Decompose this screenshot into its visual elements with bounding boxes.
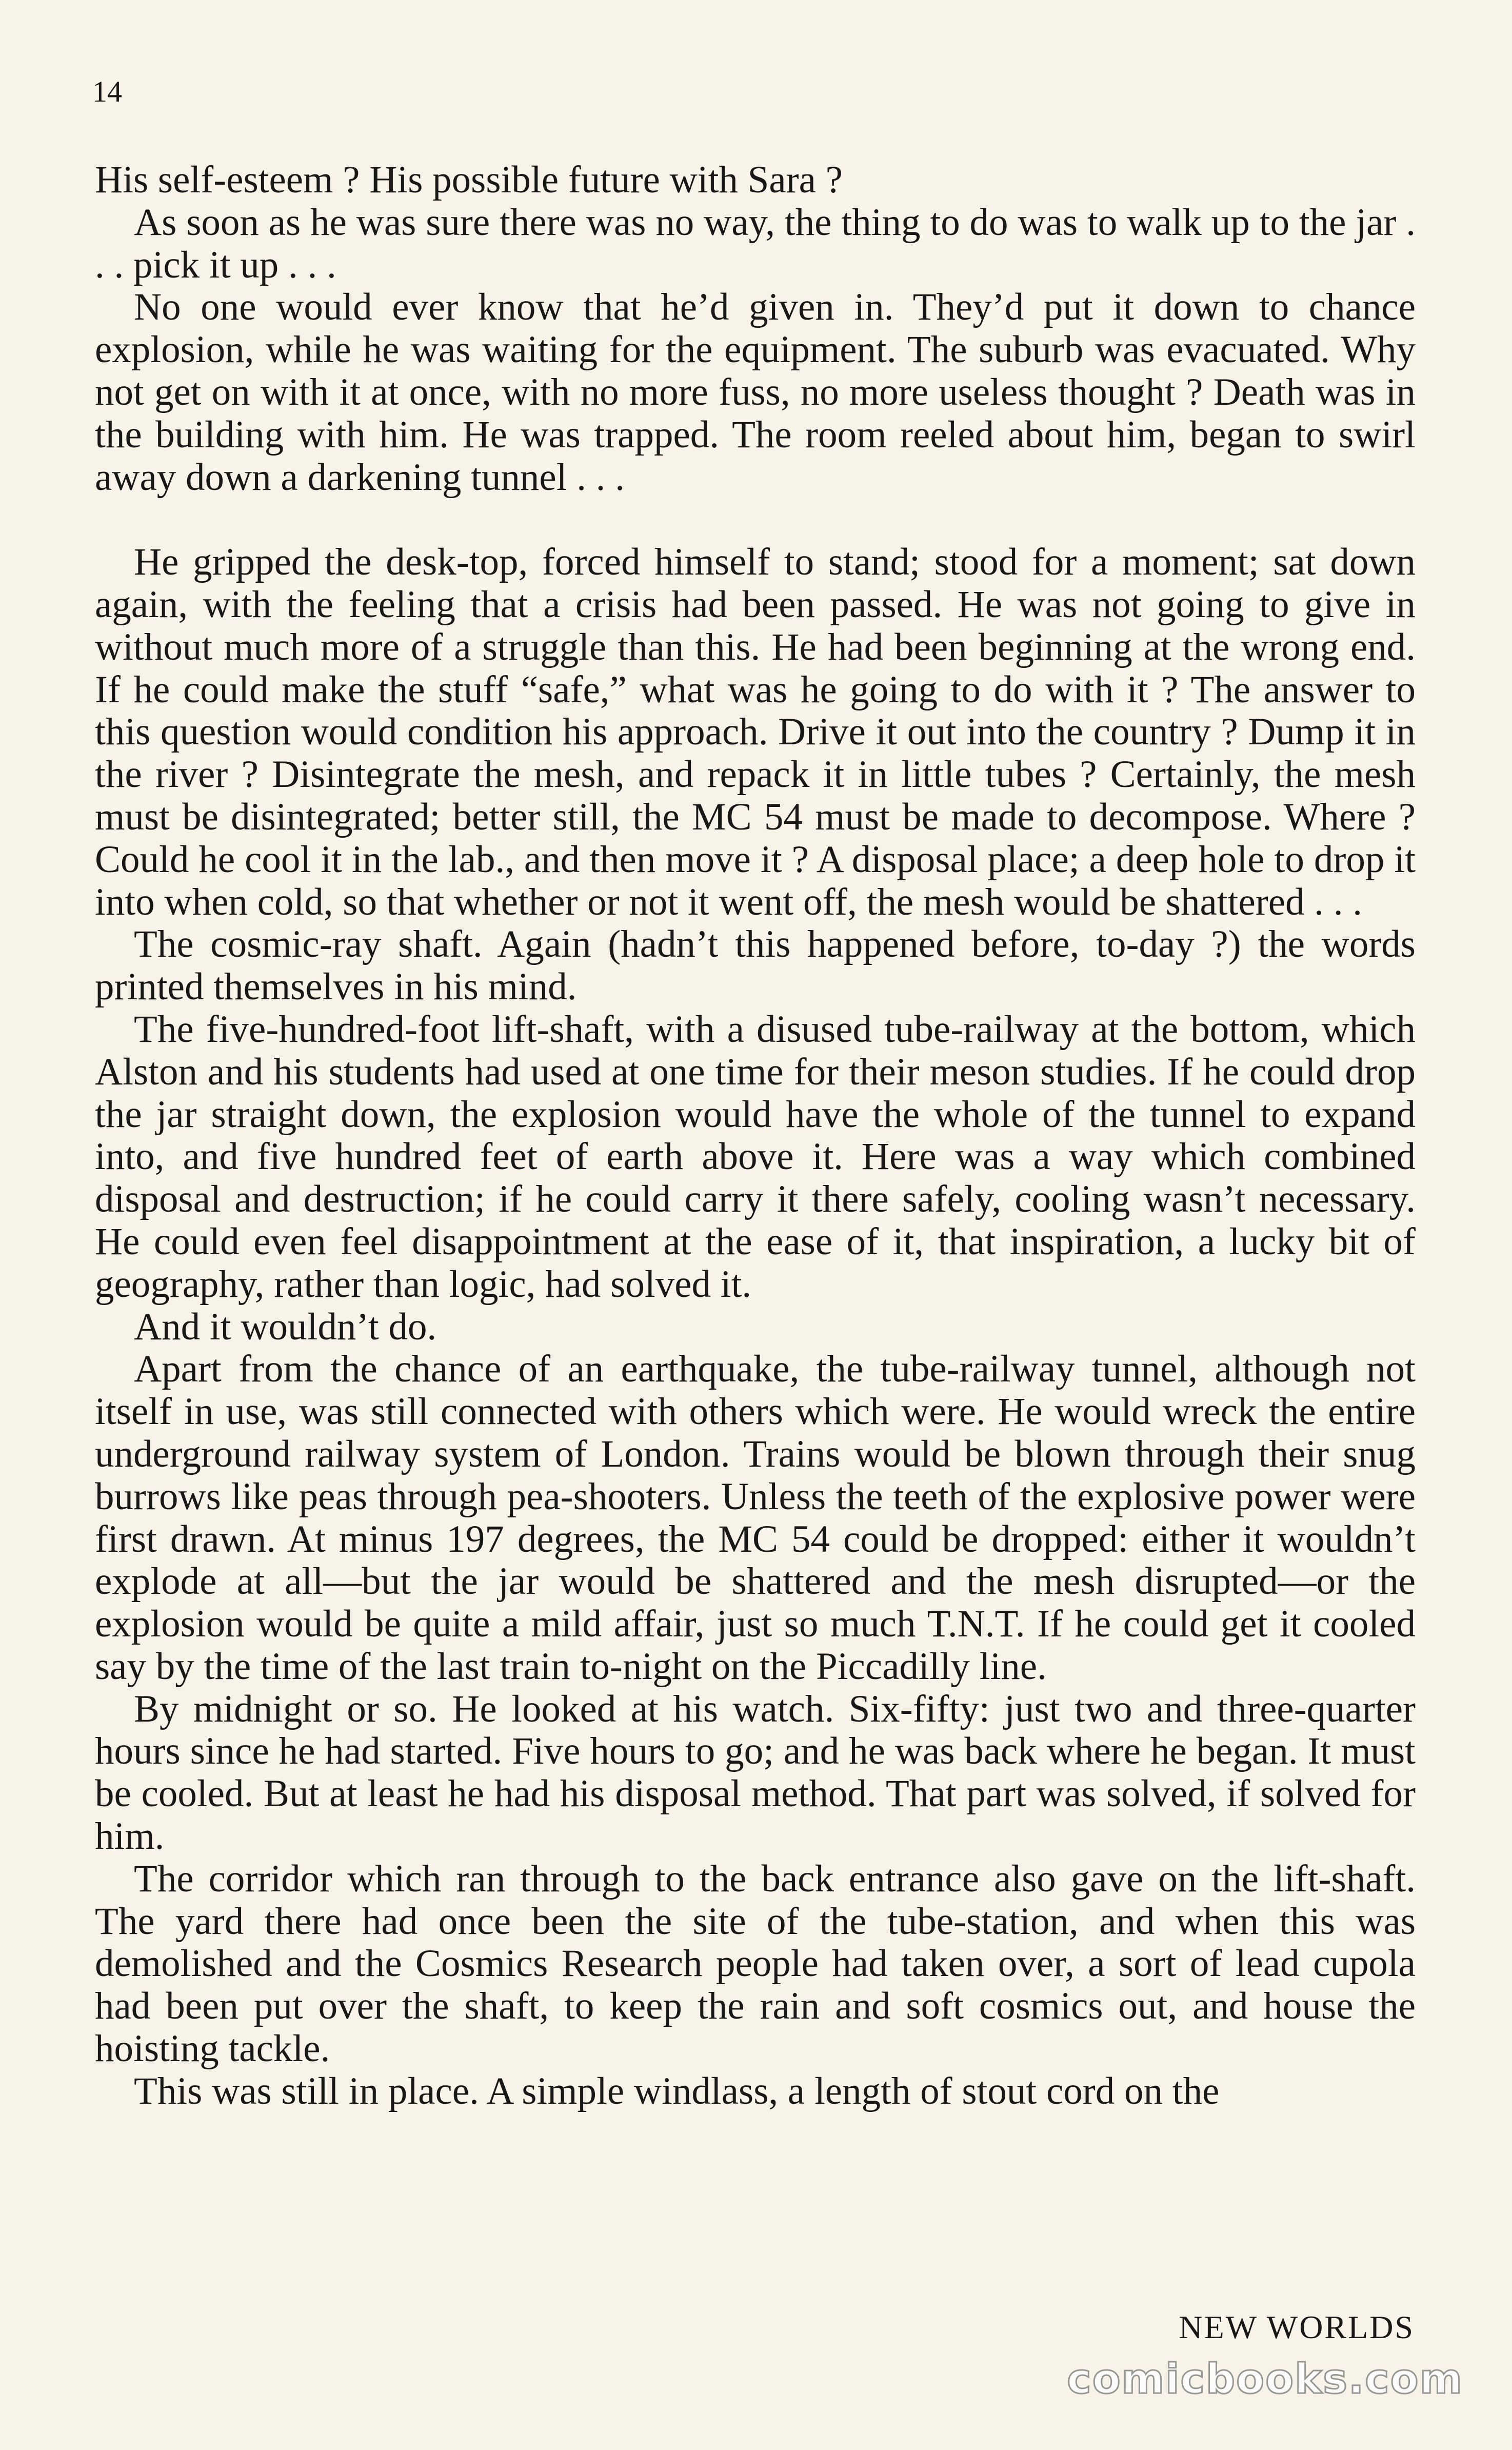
paragraph: This was still in place. A simple windlass, a length of stout cord on the: [134, 2069, 1220, 2112]
paragraph: The corridor which ran through to the back entrance also gave on the lift-shaft. The yard there had once been the site of the tube-station, and when this was demolished and the Cosmics Research people had taken over, a sort of lead cupola had been put over the shaft, to keep the rain and soft cosmics out, and house the hoisting tackle.: [95, 1857, 1416, 2070]
paragraph: Apart from the chance of an earthquake, the tube-railway tunnel, although not itself in use, was still connected with others which were. He would wreck the entire underground railway system of London. Trains would be blown through their snug burrows like peas through pea-shooters. Unless the teeth of the explosive power were first drawn. At minus 197 degrees, the MC 54 could be dropped: either it wouldn’t explode at all—but the jar would be shattered and the mesh disrupted—or the explosion would be quite a mild affair, just so much T.N.T. If he could get it cooled say by the time of the last train to-night on the Piccadilly line.: [95, 1348, 1416, 1688]
watermark: comicbooks.com: [1067, 2355, 1463, 2403]
footer-magazine-title: NEW WORLDS: [1179, 2309, 1415, 2345]
paragraph: He gripped the desk-top, forced himself to stand; stood for a moment; sat down again, with the feeling that a crisis had been passed. He was not going to give in without much more of a struggle than this. He had been beginning at the wrong end. If he could make the stuff “safe,” what was he going to do with it ? The answer to this question would condition his approach. Drive it out into the country ? Dump it in the river ? Disintegrate the mesh, and repack it in little tubes ? Certainly, the mesh must be disintegrated; better still, the MC 54 must be made to decompose. Where ? Could he cool it in the lab., and then move it ? A disposal place; a deep hole to drop it into when cold, so that whether or not it went off, the mesh would be shattered . . .: [95, 541, 1416, 923]
paragraph: No one would ever know that he’d given in. They’d put it down to chance explosion, while he was waiting for the equipment. The suburb was evacuated. Why not get on with it at once, with no more fuss, no more useless thought ? Death was in the building with him. He was trapped. The room reeled about him, began to swirl away down a darkening tunnel . . .: [95, 286, 1416, 499]
paragraph: The cosmic-ray shaft. Again (hadn’t this happened before, to-day ?) the words printed themselves in his mind.: [95, 923, 1416, 1009]
paragraph: As soon as he was sure there was no way, the thing to do was to walk up to the jar . . . pick it up . . .: [95, 201, 1416, 286]
paragraph: His self-esteem ? His possible future with Sara ?: [95, 159, 843, 201]
paragraph: The five-hundred-foot lift-shaft, with a disused tube-railway at the bottom, which Alston and his students had used at one time for their meson studies. If he could drop the jar straight down, the explosion would have the whole of the tunnel to expand into, and five hundred feet of earth above it. Here was a way which combined disposal and destruction; if he could carry it there safely, cooling wasn’t necessary. He could even feel disappointment at the ease of it, that inspiration, a lucky bit of geography, rather than logic, had solved it.: [95, 1007, 1416, 1306]
paragraph: By midnight or so. He looked at his watch. Six-fifty: just two and three-quarter hours since he had started. Five hours to go; and he was back where he began. It must be cooled. But at least he had his disposal method. That part was solved, if solved for him.: [95, 1687, 1416, 1858]
paragraph: And it wouldn’t do.: [134, 1305, 437, 1348]
article-body: [95, 159, 1416, 2113]
page-number: 14: [92, 75, 122, 108]
